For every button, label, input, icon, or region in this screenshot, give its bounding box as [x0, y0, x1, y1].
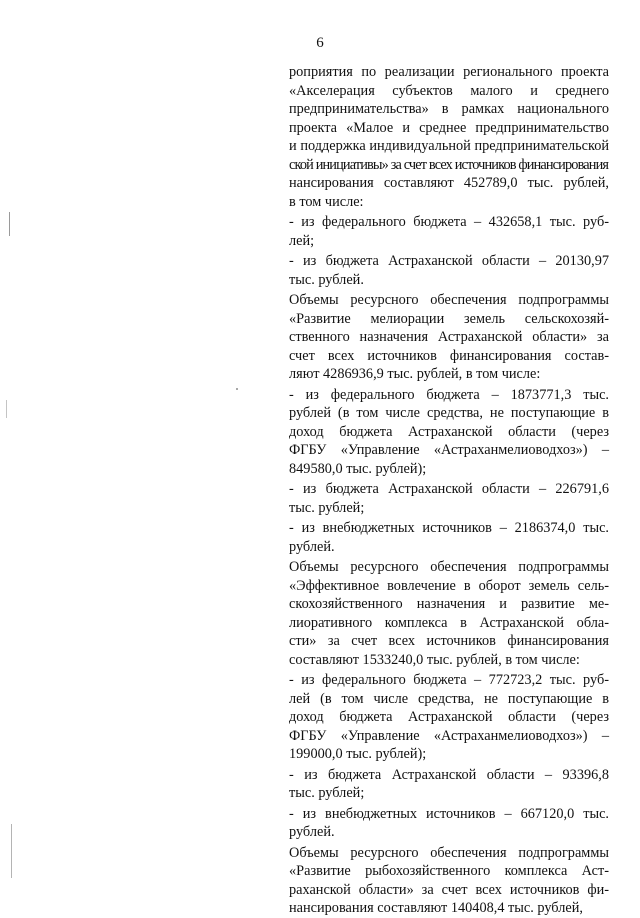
text-line: и поддержка индивидуальной предпринимательской [289, 138, 609, 154]
scan-margin-mark [11, 824, 12, 878]
text-line: нансирования составляют 140408,4 тыс. рублей, [289, 900, 583, 916]
text-line: - из федерального бюджета – 432658,1 тыс. руб- [289, 214, 609, 230]
text-line: в том числе: [289, 193, 364, 210]
text-line: доход бюджета Астраханской области (через [289, 423, 609, 440]
paragraph-p1 [289, 63, 609, 211]
text-line: - из бюджета Астраханской области – 226791,6 [289, 481, 609, 497]
text-line: 199000,0 тыс. рублей); [289, 746, 427, 762]
text-line: 849580,0 тыс. рублей); [289, 460, 427, 477]
paragraph-p9 [289, 671, 609, 764]
text-line: лей (в том числе средства, не поступающие в [289, 690, 610, 707]
text-line: сти» за счет всех источников финансирования [289, 633, 609, 649]
text-line: тыс. рублей; [289, 499, 365, 516]
text-line: счет всех источников финансирования состав- [289, 347, 609, 364]
text-line: роприятия по реализации регионального проекта [289, 64, 609, 80]
text-line: тыс. рублей; [289, 785, 365, 801]
text-line: нансирования составляют 452789,0 тыс. рублей, [289, 175, 609, 191]
paragraph-p6 [289, 480, 609, 517]
text-line: рублей (в том числе средства, не поступающие в [289, 405, 609, 421]
text-line: рублей. [289, 824, 335, 840]
text-line: - из внебюджетных источников – 667120,0 тыс. [289, 805, 609, 822]
page-number: 6 [316, 35, 324, 51]
text-line: - из внебюджетных источников – 2186374,0 тыс. [289, 520, 609, 536]
text-line: ФГБУ «Управление «Астраханмелиоводхоз») – [289, 727, 609, 744]
text-line: лей; [289, 232, 315, 249]
text-column [289, 63, 609, 918]
text-line: - из федерального бюджета – 772723,2 тыс. руб- [289, 672, 609, 688]
text-line: - из бюджета Астраханской области – 93396,8 [289, 766, 609, 783]
text-line: проекта «Малое и среднее предпринимательство [289, 119, 609, 136]
text-line: ственного назначения Астраханской области» за [289, 329, 609, 345]
text-line: раханской области» за счет всех источников фи- [289, 881, 609, 898]
paragraph-p8 [289, 558, 609, 669]
scan-speck [236, 388, 238, 390]
paragraph-p2 [289, 213, 609, 250]
text-line: - из федерального бюджета – 1873771,3 тыс. [289, 386, 609, 403]
paragraph-p3 [289, 252, 609, 289]
paragraph-p5 [289, 386, 609, 479]
text-line: составляют 1533240,0 тыс. рублей, в том числе: [289, 651, 580, 668]
text-line: тыс. рублей. [289, 271, 364, 288]
text-line: «Акселерация субъектов малого и среднего [289, 82, 609, 99]
text-line: ской инициативы» за счет всех источников финансирования [289, 156, 609, 173]
paragraph-p12 [289, 844, 609, 918]
text-line: скохозяйственного назначения и развитие ме- [289, 596, 609, 612]
text-line: ляют 4286936,9 тыс. рублей, в том числе: [289, 366, 541, 382]
paragraph-p4 [289, 291, 609, 384]
text-line: лиоративного комплекса в Астраханской обла- [289, 614, 609, 631]
text-line: Объемы ресурсного обеспечения подпрограммы [289, 292, 609, 308]
text-line: - из бюджета Астраханской области – 20130,97 [289, 253, 609, 269]
text-line: ФГБУ «Управление «Астраханмелиоводхоз») – [289, 442, 609, 458]
paragraph-p10 [289, 766, 609, 803]
text-line: «Развитие рыбохозяйственного комплекса Аст- [289, 863, 609, 879]
text-line: Объемы ресурсного обеспечения подпрограммы [289, 844, 609, 861]
text-line: доход бюджета Астраханской области (через [289, 709, 609, 725]
scan-margin-mark [9, 212, 10, 236]
text-line: «Развитие мелиорации земель сельскохозяй- [289, 310, 609, 327]
text-line: рублей. [289, 538, 335, 555]
text-line: предпринимательства» в рамках национального [289, 101, 609, 117]
paragraph-p11 [289, 805, 609, 842]
paragraph-p7 [289, 519, 609, 556]
text-line: «Эффективное вовлечение в оборот земель сель- [289, 577, 609, 594]
scan-margin-mark [6, 400, 7, 418]
text-line: Объемы ресурсного обеспечения подпрограммы [289, 559, 609, 575]
